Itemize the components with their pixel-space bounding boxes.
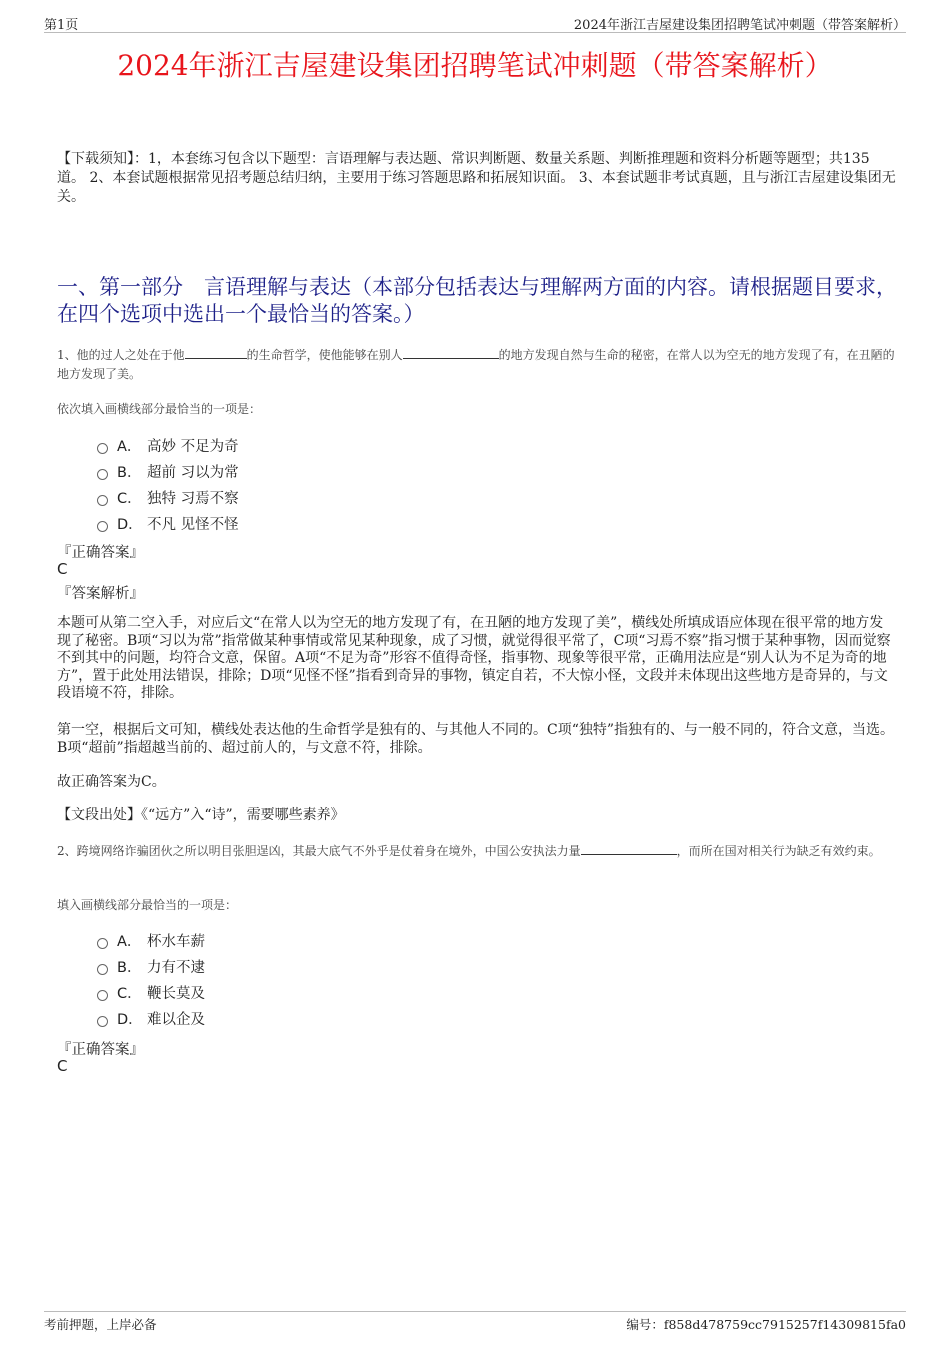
page-footer — [44, 1311, 906, 1332]
question-1-analysis-p2: 第一空，根据后文可知，横线处表达他的生命哲学是独有的、与其他人不同的。C项“独特”指独有的、与一般不同的，符合文意，当选。B项“超前”指超越当前的、超过前人的，与文意不符，排除。 — [57, 722, 895, 756]
option-text: 力有不逮 — [147, 959, 205, 976]
option-letter: A． — [117, 438, 142, 455]
option-text: 难以企及 — [147, 1011, 205, 1028]
radio-icon[interactable] — [97, 443, 108, 454]
question-1-answer-label: 『正确答案』 — [57, 545, 144, 561]
radio-icon[interactable] — [97, 495, 108, 506]
option-letter: C． — [117, 490, 142, 507]
question-1-text-part-b: 的生命哲学，使他能够在别人 — [246, 348, 403, 362]
question-1-analysis-p3: 故正确答案为C。 — [57, 774, 166, 790]
option-letter: B． — [117, 959, 142, 976]
question-1-source: 【文段出处】《“远方”入“诗”，需要哪些素养》 — [57, 807, 345, 823]
question-2-option-b[interactable] — [97, 953, 205, 979]
question-1-answer: C — [57, 560, 68, 578]
page-header — [44, 12, 906, 33]
option-text: 超前 习以为常 — [147, 464, 239, 481]
question-1-text — [57, 346, 897, 384]
question-2-answer-label: 『正确答案』 — [57, 1042, 144, 1058]
question-1-prompt: 依次填入画横线部分最恰当的一项是： — [57, 402, 262, 416]
page-number: 第1页 — [44, 18, 79, 33]
question-1-option-a[interactable] — [97, 432, 239, 458]
option-letter: D． — [117, 516, 143, 533]
question-2-options — [97, 927, 205, 1031]
option-letter: D． — [117, 1011, 143, 1028]
radio-icon[interactable] — [97, 1016, 108, 1027]
option-letter: B． — [117, 464, 142, 481]
question-1-analysis-label: 『答案解析』 — [57, 586, 144, 602]
question-2-option-c[interactable] — [97, 979, 205, 1005]
download-notice: 【下载须知】：1，本套练习包含以下题型：言语理解与表达题、常识判断题、数量关系题、判断推理题和资料分析题等题型；共135道。 2、本套试题根据常见招考题总结归纳，主要用于练习答题思路和拓展知识面。 3、本套试题非考试真题，且与浙江吉屋建设集团无关。 — [57, 151, 896, 205]
footer-serial: 编号：f858d478759cc7915257f14309815fa0 — [626, 1317, 906, 1332]
question-1-option-d[interactable] — [97, 510, 239, 536]
question-1-option-c[interactable] — [97, 484, 239, 510]
question-1-blank-2 — [403, 346, 499, 359]
radio-icon[interactable] — [97, 521, 108, 532]
question-1-blank-1 — [185, 346, 247, 359]
question-2-text — [57, 842, 897, 861]
document-title: 2024年浙江吉屋建设集团招聘笔试冲刺题（带答案解析） — [117, 49, 833, 82]
question-2-text-part-b: ，而所在国对相关行为缺乏有效约束。 — [676, 844, 881, 858]
question-1-option-b[interactable] — [97, 458, 239, 484]
radio-icon[interactable] — [97, 964, 108, 975]
question-2-option-a[interactable] — [97, 927, 205, 953]
question-2-option-d[interactable] — [97, 1005, 205, 1031]
option-text: 不凡 见怪不怪 — [147, 516, 239, 533]
question-1-options — [97, 432, 239, 536]
question-2-text-part-a: 2、跨境网络诈骗团伙之所以明目张胆逞凶，其最大底气不外乎是仗着身在境外，中国公安执法力量 — [57, 844, 581, 858]
question-2-prompt: 填入画横线部分最恰当的一项是： — [57, 898, 238, 912]
question-1-analysis-p1: 本题可从第二空入手，对应后文“在常人以为空无的地方发现了有，在丑陋的地方发现了美”，横线处所填成语应体现在很平常的地方发现了秘密。B项“习以为常”指常做某种事情或常见某种现象，成了习惯，就觉得很平常了，C项“习焉不察”指习惯于某种事物，因而觉察不到其中的问题，均符合文意，保留。A项“不足为奇”形容不值得奇怪，指事物、现象等很平常，正确用法应是“别人认为不足为奇的地方”，置于此处用法错误，排除；D项“见怪不怪”指看到奇异的事物，镇定自若，不大惊小怪，文段并未体现出这些地方是奇异的，与文段语境不符，排除。 — [57, 615, 891, 701]
radio-icon[interactable] — [97, 469, 108, 480]
option-text: 杯水车薪 — [147, 933, 205, 950]
section-title: 一、第一部分 言语理解与表达（本部分包括表达与理解两方面的内容。请根据题目要求，在四个选项中选出一个最恰当的答案。） — [57, 275, 897, 326]
question-2-blank — [581, 842, 677, 855]
question-1-text-part-a: 1、他的过人之处在于他 — [57, 348, 185, 362]
question-2-answer: C — [57, 1057, 68, 1075]
option-text: 独特 习焉不察 — [147, 490, 239, 507]
option-letter: A． — [117, 933, 142, 950]
option-text: 鞭长莫及 — [147, 985, 205, 1002]
header-doc-title: 2024年浙江吉屋建设集团招聘笔试冲刺题（带答案解析） — [573, 18, 906, 33]
radio-icon[interactable] — [97, 990, 108, 1001]
question-1-text-part-c: 的地方发现自然与生命的秘密，在常人以为空无的地方发现了有，在丑陋的地方发现了美。 — [57, 348, 895, 381]
option-text: 高妙 不足为奇 — [147, 438, 239, 455]
radio-icon[interactable] — [97, 938, 108, 949]
option-letter: C． — [117, 985, 142, 1002]
footer-slogan: 考前押题，上岸必备 — [44, 1317, 157, 1332]
